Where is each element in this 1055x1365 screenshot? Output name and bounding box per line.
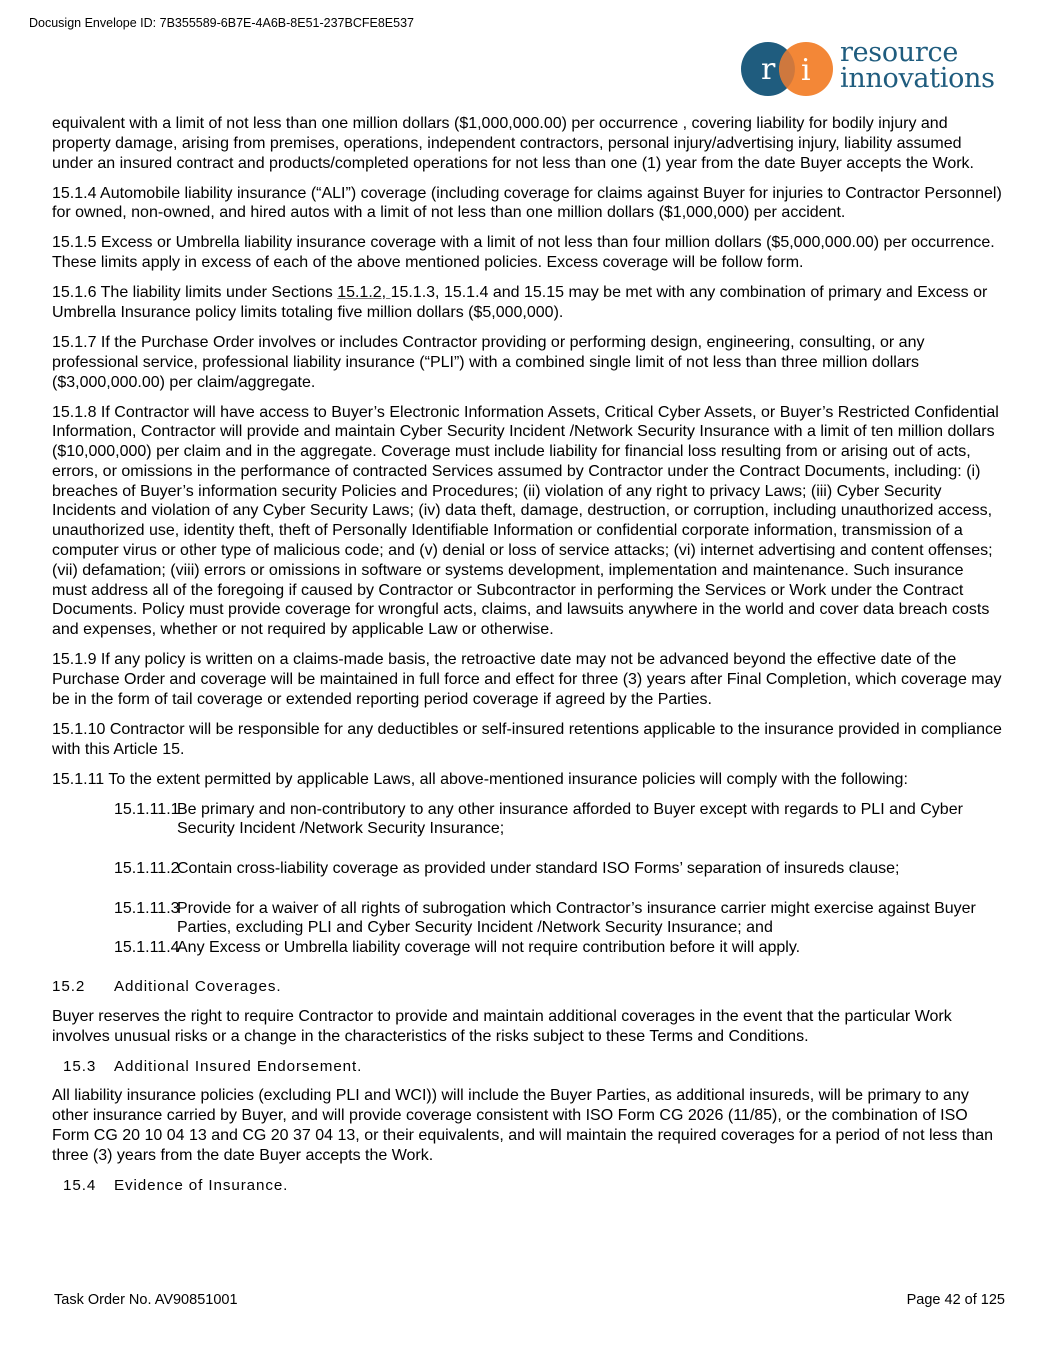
paragraph-15-1-6-start: 15.1.6 The liability limits under Sections bbox=[52, 284, 338, 302]
document-body bbox=[52, 114, 1002, 1206]
subclause-text: Provide for a waiver of all rights of subrogation which Contractor’s insurance carrier might exercise against Buyer Parties, excluding PLI and Cyber Security Incident /Network Security Insurance; and bbox=[177, 899, 976, 937]
heading-title: Evidence of Insurance. bbox=[114, 1176, 289, 1194]
paragraph-15-1-9: 15.1.9 If any policy is written on a claims-made basis, the retroactive date may not be advanced beyond the effective date of the Purchase Order and coverage will be maintained in full force and effect for three (3) years after Final Completion, which coverage may be in the form of tail coverage or extended reporting period coverage if agreed by the Parties. bbox=[52, 651, 1002, 708]
subclause-text: Any Excess or Umbrella liability coverage will not require contribution before it will apply. bbox=[177, 939, 801, 957]
heading-title: Additional Insured Endorsement. bbox=[114, 1057, 363, 1075]
heading-number: 15.4 bbox=[63, 1176, 97, 1194]
subclause-number: 15.1.11.3 bbox=[114, 899, 180, 917]
subclause-text: Contain cross-liability coverage as provided under standard ISO Forms’ separation of insureds clause; bbox=[177, 859, 900, 877]
logo-wordmark bbox=[840, 37, 995, 94]
heading-15-2 bbox=[52, 977, 1002, 997]
subclause-15-1-11-4 bbox=[52, 938, 1002, 958]
paragraph-15-1-11: 15.1.11 To the extent permitted by applicable Laws, all above-mentioned insurance policies will comply with the following: bbox=[52, 770, 908, 788]
heading-title: Additional Coverages. bbox=[114, 977, 282, 995]
heading-number: 15.3 bbox=[63, 1057, 97, 1075]
footer-page-number: Page 42 of 125 bbox=[906, 1292, 1005, 1308]
subclause-15-1-11-3 bbox=[52, 899, 1002, 939]
heading-15-3 bbox=[52, 1057, 1002, 1077]
footer-task-order: Task Order No. AV90851001 bbox=[54, 1292, 238, 1308]
subclause-number: 15.1.11.4 bbox=[114, 939, 180, 957]
logo-line2: innovations bbox=[840, 63, 995, 94]
subclause-number: 15.1.11.1 bbox=[114, 800, 180, 818]
heading-15-4 bbox=[52, 1176, 1002, 1196]
paragraph-15-1-5: 15.1.5 Excess or Umbrella liability insurance coverage with a limit of not less than four million dollars ($5,000,000.00) per occurrence. These limits apply in excess of each of the above mentioned policies. Excess coverage will be follow form. bbox=[52, 234, 995, 272]
paragraph-15-1-3-continued: equivalent with a limit of not less than one million dollars ($1,000,000.00) per occurrence , covering liability for bodily injury and property damage, arising from premises, operations, independent contractors, personal injury/advertising injury, liability assumed under an insured contract and products/completed operations for not less than one (1) year from the date Buyer accepts the Work. bbox=[52, 115, 974, 172]
subclause-number: 15.1.11.2 bbox=[114, 859, 180, 877]
section-reference-link[interactable]: 15.1.2, bbox=[337, 284, 391, 302]
paragraph-15-1-6 bbox=[52, 283, 1002, 323]
paragraph-15-1-10: 15.1.10 Contractor will be responsible for any deductibles or self-insured retentions applicable to the insurance provided in compliance with this Article 15. bbox=[52, 720, 1002, 758]
logo-letter-i: i bbox=[801, 53, 811, 88]
subclause-15-1-11-1 bbox=[52, 800, 1002, 840]
paragraph-15-2: Buyer reserves the right to require Contractor to provide and maintain additional coverages in the event that the particular Work involves unusual risks or a change in the characteristics of the risks subject to these Terms and Conditions. bbox=[52, 1007, 952, 1045]
logo-line1: resource bbox=[840, 37, 958, 68]
paragraph-15-1-7: 15.1.7 If the Purchase Order involves or includes Contractor providing or performing design, engineering, consulting, or any professional service, professional liability insurance (“PLI”) with a combined single limit of not less than three million dollars ($3,000,000.00) per claim/aggregate. bbox=[52, 333, 925, 391]
paragraph-15-3: All liability insurance policies (excluding PLI and WCI)) will include the Buyer Parties, as additional insureds, will be primary to any other insurance carried by Buyer, and will provide coverage consistent with ISO Form CG 2026 (11/85), or the combination of ISO Form CG 20 10 04 13 and CG 20 37 04 13, or their equivalents, and will maintain the required coverages for a period of not less than three (3) years from the date Buyer accepts the Work. bbox=[52, 1087, 993, 1164]
logo-letter-r: r bbox=[761, 52, 776, 87]
logo-mark bbox=[741, 42, 833, 96]
subclause-15-1-11-2 bbox=[52, 859, 1002, 879]
subclause-text: Be primary and non-contributory to any other insurance afforded to Buyer except with regards to PLI and Cyber Security Incident /Network Security Insurance; bbox=[177, 800, 963, 838]
heading-number: 15.2 bbox=[52, 977, 86, 995]
paragraph-15-1-8: 15.1.8 If Contractor will have access to Buyer’s Electronic Information Assets, Critical Cyber Assets, or Buyer’s Restricted Confidential Information, Contractor will provide and maintain Cyber Security Incident /Network Security Insurance with a limit of ten million dollars ($10,000,000) per claim and in the aggregate. Coverage must include liability for financial loss resulting from or arising out of acts, errors, or omissions in the performance of contracted Services assumed by Contractor under the Contract Documents, including: (i) breaches of Buyer’s information security Policies and Procedures; (ii) violation of any right to privacy Laws; (iii) Cyber Security Incidents and violation of any Cyber Security Laws; (iv) data theft, damage, destruction, or corruption, including unauthorized access, unauthorized use, identity theft, theft of Personally Identifiable Information or confidential corporate information, transmission of a computer virus or other type of malicious code; and (v) denial or loss of service attacks; (vi) internet advertising and content offenses; (vii) defamation; (viii) errors or omissions in software or systems development, implementation and maintenance. Such insurance must address all of the foregoing if caused by Contractor or Subcontractor in performing the Services or Work under the Contract Documents. Policy must provide coverage for wrongful acts, claims, and lawsuits anywhere in the world and cover data breach costs and expenses, whether or not required by applicable Law or otherwise. bbox=[52, 403, 999, 639]
docusign-envelope-id: Docusign Envelope ID: 7B355589-6B7E-4A6B-8E51-237BCFE8E537 bbox=[29, 16, 414, 30]
paragraph-15-1-4: 15.1.4 Automobile liability insurance (“ALI”) coverage (including coverage for claims against Buyer for injuries to Contractor Personnel) for owned, non-owned, and hired autos with a limit of not less than one million dollars ($1,000,000) per accident. bbox=[52, 184, 1002, 222]
resource-innovations-logo bbox=[741, 37, 1011, 98]
paragraph-15-1-6-end: 15.1.3, 15.1.4 and 15.15 may be met with any combination of primary and Excess or Umbrella Insurance policy limits totaling five million dollars ($5,000,000). bbox=[52, 284, 988, 321]
